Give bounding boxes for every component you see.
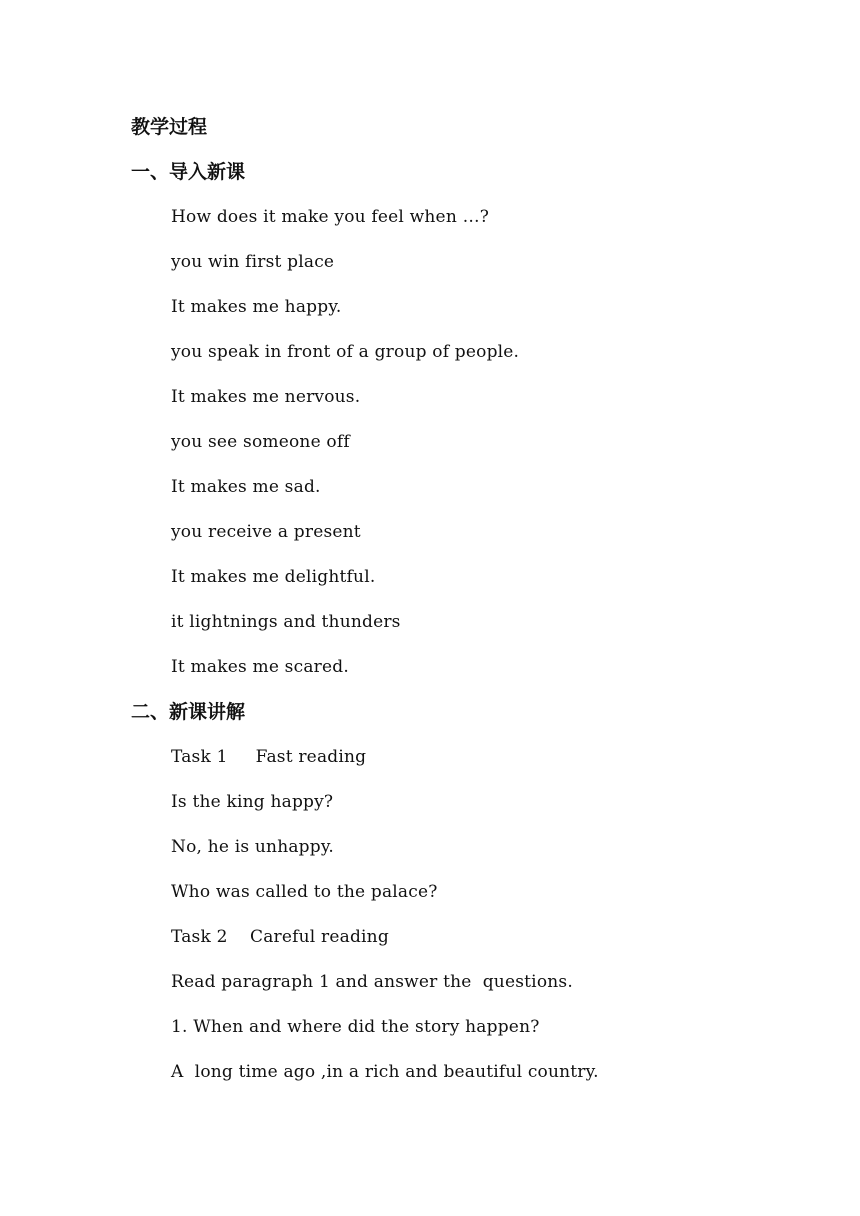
text-line: you see someone off bbox=[171, 432, 350, 452]
text-line: you speak in front of a group of people. bbox=[171, 342, 520, 362]
text-line: How does it make you feel when …? bbox=[171, 207, 490, 227]
text-line: Who was called to the palace? bbox=[171, 882, 438, 902]
text-line: it lightnings and thunders bbox=[171, 612, 401, 632]
text-line: 1. When and where did the story happen? bbox=[171, 1017, 540, 1037]
text-line: Read paragraph 1 and answer the questions. bbox=[171, 972, 573, 992]
section-heading-new-lesson: 二、新课讲解 bbox=[131, 701, 246, 723]
text-line: It makes me nervous. bbox=[171, 387, 361, 407]
text-line: Task 2 Careful reading bbox=[171, 927, 389, 947]
text-line: It makes me happy. bbox=[171, 297, 342, 317]
text-line: you receive a present bbox=[171, 522, 361, 542]
text-line: It makes me scared. bbox=[171, 657, 349, 677]
text-line: A long time ago ,in a rich and beautiful country. bbox=[171, 1062, 599, 1082]
text-line: It makes me sad. bbox=[171, 477, 321, 497]
text-line: Task 1 Fast reading bbox=[171, 747, 367, 767]
text-line: No, he is unhappy. bbox=[171, 837, 334, 857]
text-line: Is the king happy? bbox=[171, 792, 334, 812]
text-line: you win first place bbox=[171, 252, 335, 272]
section-heading-introduction: 一、导入新课 bbox=[131, 161, 246, 183]
text-line: It makes me delightful. bbox=[171, 567, 376, 587]
page-title: 教学过程 bbox=[131, 116, 208, 138]
document-content bbox=[131, 112, 781, 1102]
